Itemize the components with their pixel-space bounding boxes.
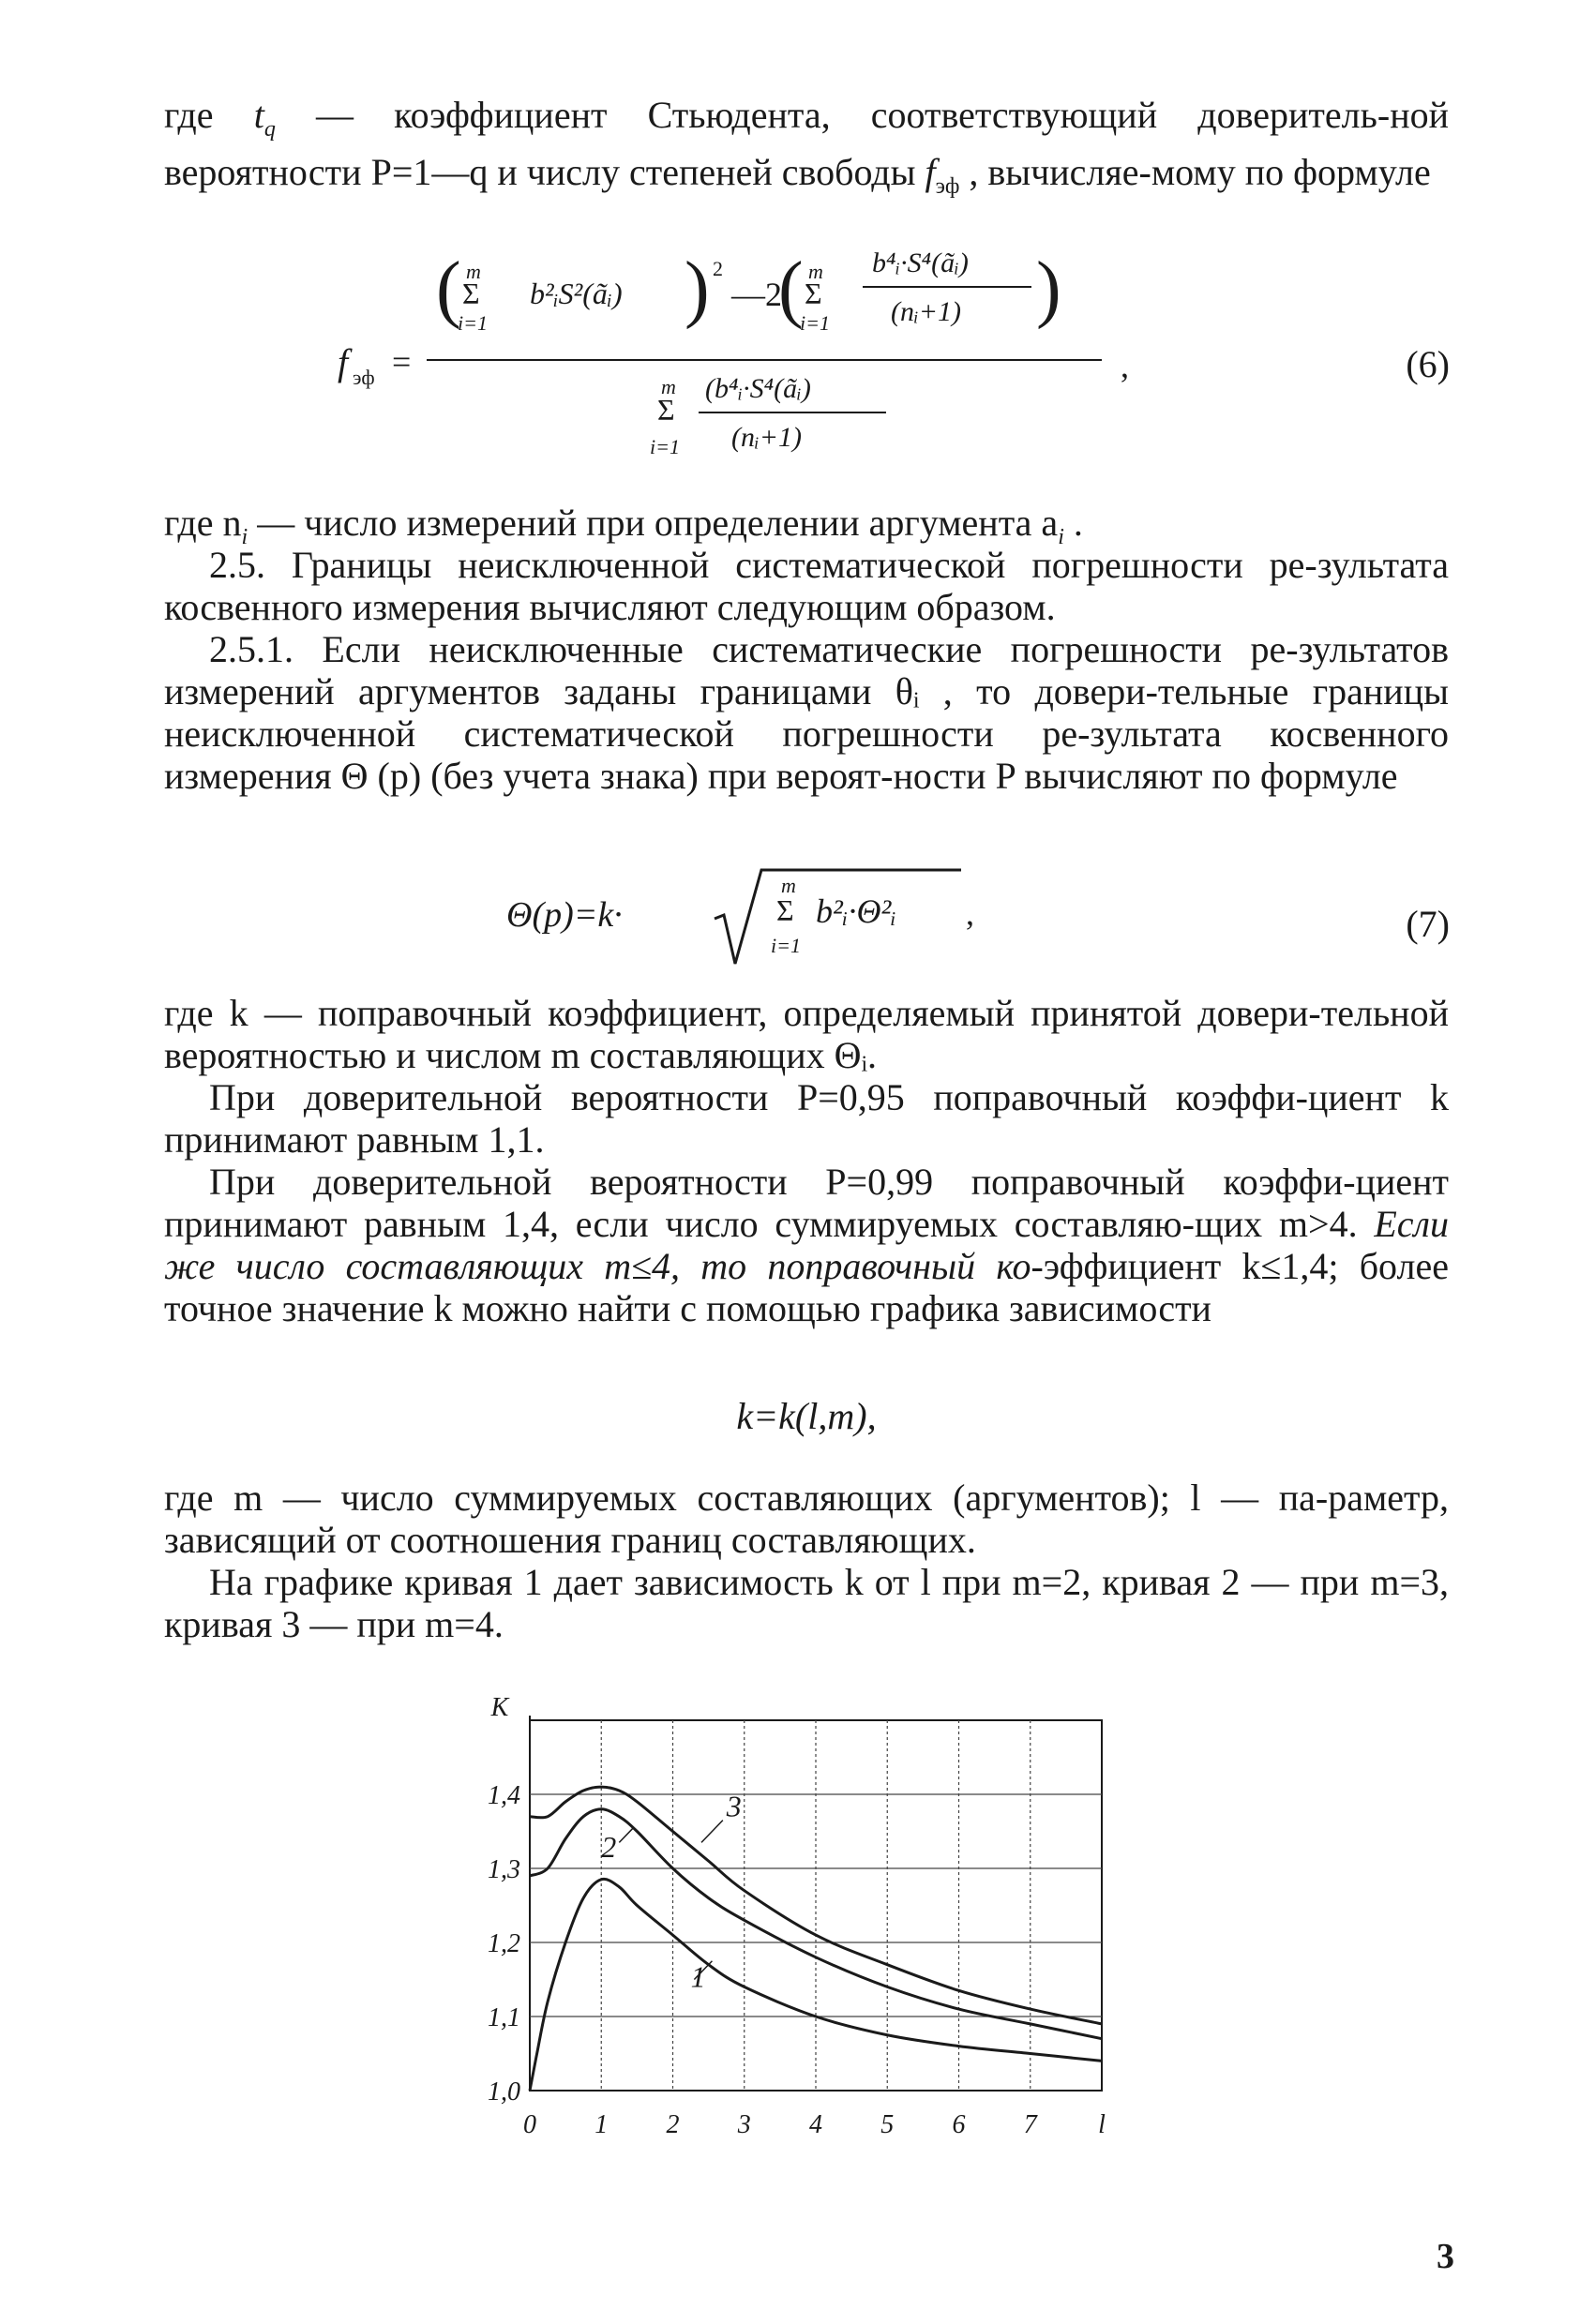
paragraph-student-coefficient xyxy=(164,94,1449,208)
sum-top: m xyxy=(808,260,823,283)
text-run-italic: Если же число составляющих m≤4, то поправочный ко- xyxy=(164,1203,1449,1287)
text-run: где n xyxy=(164,502,242,544)
sum-sign: Σ xyxy=(657,393,675,427)
curve-label-leader xyxy=(619,1828,633,1843)
paren: ) xyxy=(1036,247,1061,330)
curve-label: 2 xyxy=(601,1830,617,1865)
formula-7 xyxy=(506,861,994,987)
k-vs-l-chart xyxy=(459,1687,1153,2156)
symbol-i-sub: i xyxy=(1058,525,1064,549)
y-tick-label: 1,1 xyxy=(488,2003,520,2032)
text-run: , вычисляе-мому по формуле xyxy=(959,151,1431,193)
paragraph-where-k: где k — поправочный коэффициент, определяемый принятой довери-тельной вероятностью и числом m составляющих Θᵢ. xyxy=(164,992,1449,1076)
text-run: эффициент k≤1,4; более точное значение k можно найти с помощью графика зависимости xyxy=(164,1245,1449,1329)
chart-grid xyxy=(530,1716,1102,2091)
sum-bottom: i=1 xyxy=(771,934,801,957)
den-top: (b⁴ᵢ·S⁴(ãᵢ) xyxy=(705,373,811,404)
symbol-f: f xyxy=(925,151,936,193)
sum-sign: Σ xyxy=(805,277,822,310)
sum-bottom: i=1 xyxy=(650,435,680,458)
symbol-i-sub: i xyxy=(241,525,248,549)
x-tick-label: 2 xyxy=(666,2110,680,2139)
paren: ( xyxy=(436,247,461,330)
sum-bottom: i=1 xyxy=(458,311,488,335)
formula-k-klm: k=k(l,m), xyxy=(736,1395,877,1437)
sum-top: m xyxy=(781,874,796,897)
curve-label: 1 xyxy=(690,1959,706,1994)
x-tick-label: 6 xyxy=(952,2110,966,2139)
x-tick-label: 7 xyxy=(1023,2110,1037,2139)
exp2: 2 xyxy=(713,257,723,280)
y-tick-label: 1,3 xyxy=(488,1855,520,1884)
num-term2-bottom: (nᵢ+1) xyxy=(891,296,961,327)
plot-frame xyxy=(530,1720,1102,2091)
comma: , xyxy=(966,894,974,932)
text-run: где xyxy=(164,94,254,136)
page-number: 3 xyxy=(1437,2237,1454,2276)
comma: , xyxy=(1121,347,1129,384)
num-term1: b²ᵢS²(ãᵢ) xyxy=(530,277,623,310)
formula-6 xyxy=(338,246,1181,494)
paragraph-p095: При доверительной вероятности P=0,95 поправочный коэффи-циент k принимают равным 1,1. xyxy=(164,1076,1449,1161)
chart-ticks xyxy=(488,1693,1106,2139)
sum-bottom: i=1 xyxy=(800,311,830,335)
paren: ) xyxy=(685,247,710,330)
sum-top: m xyxy=(661,375,676,398)
formula-6-eq: = xyxy=(392,343,412,381)
x-tick-label: 3 xyxy=(737,2110,751,2139)
text-run: — число измерений при определении аргумента a xyxy=(248,502,1059,544)
x-tick-label: 0 xyxy=(523,2110,536,2139)
paren: ( xyxy=(778,247,804,330)
formula-7-number: (7) xyxy=(1406,903,1450,945)
num-term2-top: b⁴ᵢ·S⁴(ãᵢ) xyxy=(872,247,969,278)
paragraph-graph-description: На графике кривая 1 дает зависимость k от l при m=2, кривая 2 — при m=3, кривая 3 — при m=4. xyxy=(164,1561,1449,1645)
y-tick-label: 1,2 xyxy=(488,1929,520,1958)
paragraph-2-5-1: 2.5.1. Если неисключенные систематические погрешности ре-зультатов измерений аргументов заданы границами θᵢ , то довери-тельные границы неисключенной систематической погрешности ре-зультата косвенного измерения Θ (p) (без учета знака) при вероят-ности P вычисляют по формуле xyxy=(164,628,1449,797)
curve-label: 3 xyxy=(726,1789,742,1823)
symbol-f-sub: эф xyxy=(935,174,960,199)
formula-6-graphic xyxy=(338,246,1181,489)
formula-7-graphic xyxy=(506,861,994,982)
symbol-q-sub: q xyxy=(263,117,276,142)
text-run: — коэффициент Стьюдента, соответствующий доверитель-ной вероятности P=1—q и числу степеней свободы xyxy=(164,94,1449,193)
symbol-t: t xyxy=(253,94,264,136)
formula-6-lhs: f xyxy=(338,341,349,383)
x-tick-label: 5 xyxy=(880,2110,895,2139)
x-tick-label: l xyxy=(1098,2110,1106,2139)
curve-label-leader xyxy=(701,1821,723,1843)
paragraph-2-5: 2.5. Границы неисключенной систематической погрешности ре-зультата косвенного измерения вычисляют следующим образом. xyxy=(164,544,1449,628)
x-tick-label: 4 xyxy=(809,2110,822,2139)
sum-sign: Σ xyxy=(462,277,480,310)
den-bottom: (nᵢ+1) xyxy=(731,422,802,453)
formula-7-lhs: Θ(p)=k· xyxy=(506,895,623,935)
formula-6-lhs-sub: эф xyxy=(353,366,375,389)
minus2: —2 xyxy=(731,276,782,313)
sum-sign: Σ xyxy=(776,893,794,927)
paragraph-where-m: где m — число суммируемых составляющих (аргументов); l — па-раметр, зависящий от соотношения границ составляющих. xyxy=(164,1477,1449,1561)
text-run: . xyxy=(1063,502,1083,544)
paragraph-p099 xyxy=(164,1161,1449,1329)
text-run: При доверительной вероятности P=0,99 поправочный коэффи-циент принимают равным 1,4, если число суммируемых составляю-щих m>4. xyxy=(164,1161,1449,1245)
formula-6-number: (6) xyxy=(1406,343,1450,385)
sum-top: m xyxy=(466,260,481,283)
y-tick-label: 1,4 xyxy=(488,1781,520,1810)
x-tick-label: 1 xyxy=(594,2110,609,2139)
sqrt-body: b²ᵢ·Θ²ᵢ xyxy=(816,892,896,930)
y-axis-label: K xyxy=(490,1693,509,1722)
y-tick-label: 1,0 xyxy=(488,2077,520,2107)
